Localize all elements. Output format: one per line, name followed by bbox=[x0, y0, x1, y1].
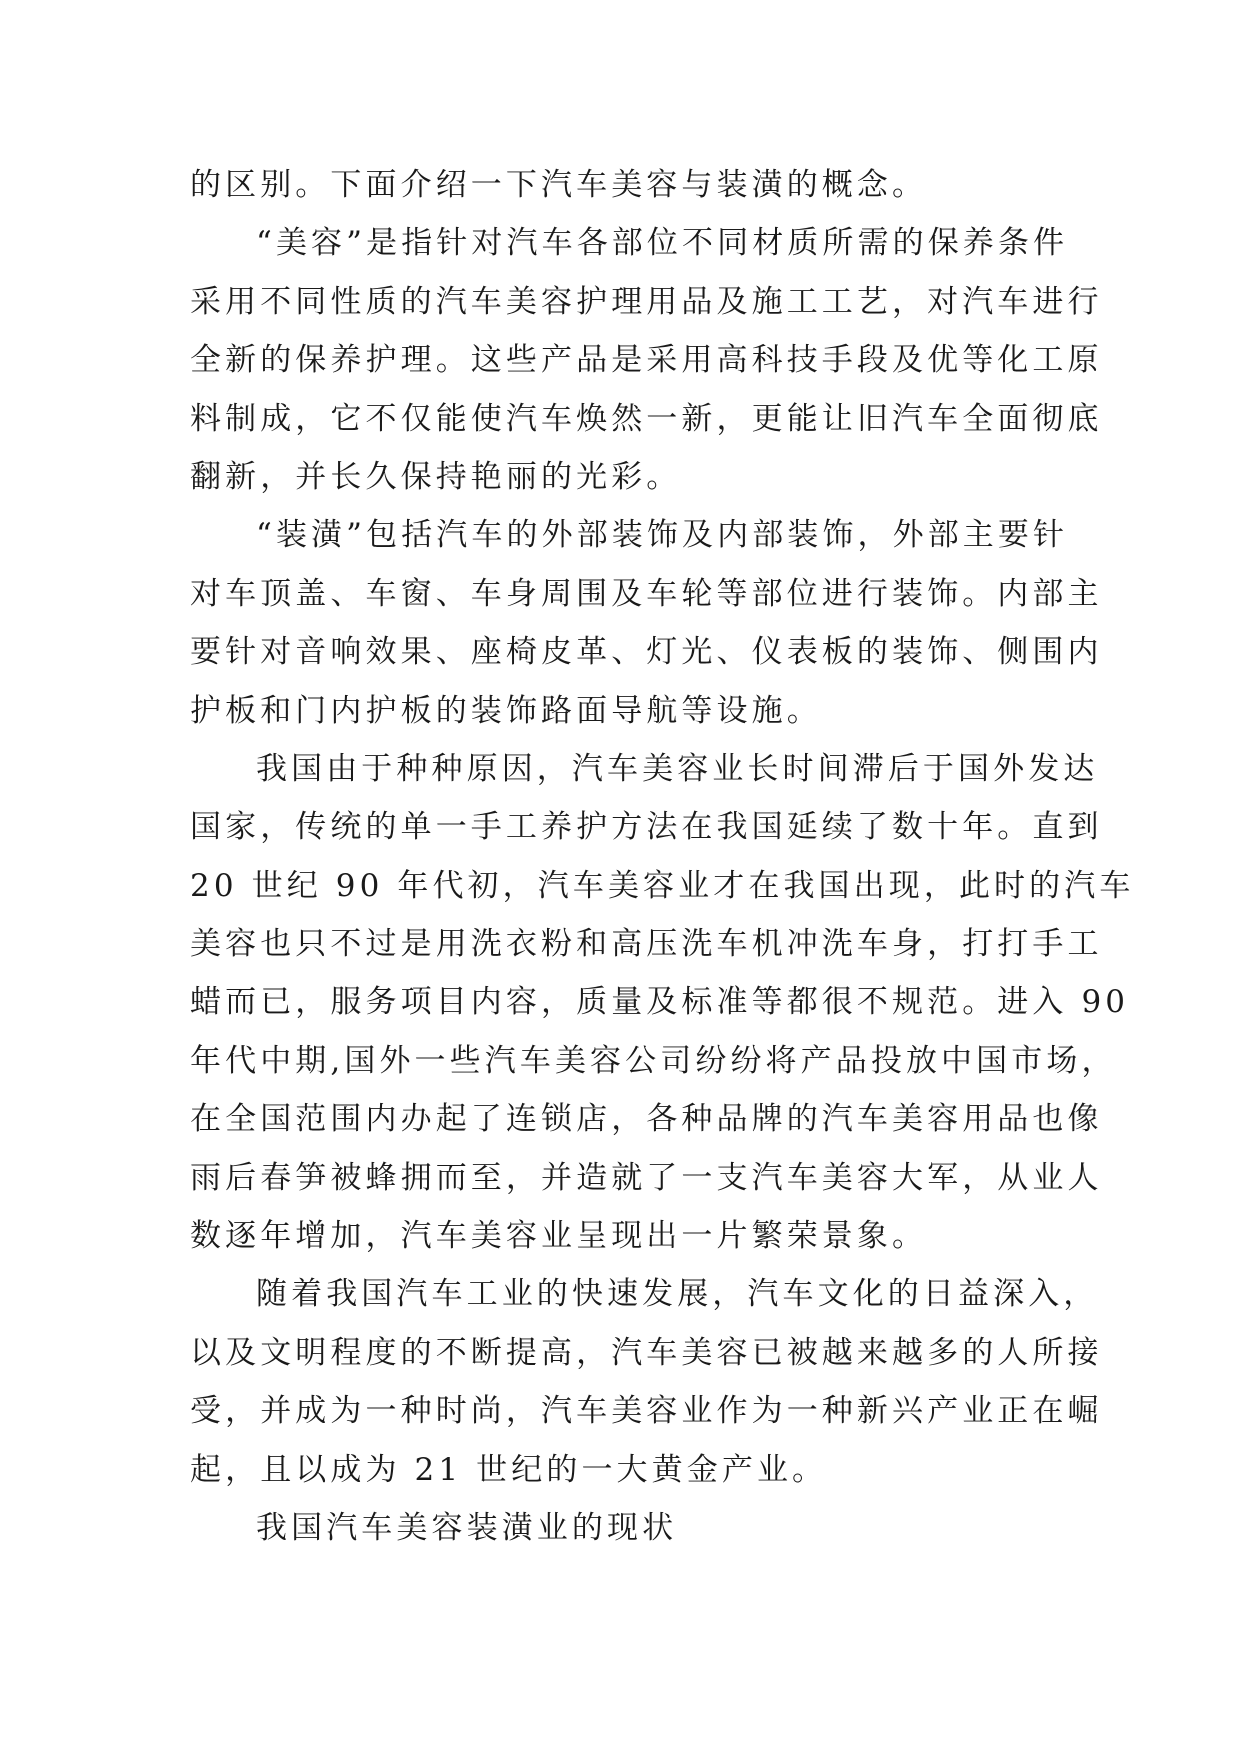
text-line: 数逐年增加，汽车美容业呈现出一片繁荣景象。 bbox=[190, 1218, 928, 1255]
text-line: 在全国范围内办起了连锁店，各种品牌的汽车美容用品也像 bbox=[190, 1101, 1103, 1138]
text-line: 受，并成为一种时尚，汽车美容业作为一种新兴产业正在崛 bbox=[190, 1393, 1103, 1430]
text-line: 起，且以成为 21 世纪的一大黄金产业。 bbox=[190, 1451, 828, 1488]
text-line: 年代中期,国外一些汽车美容公司纷纷将产品投放中国市场， bbox=[190, 1042, 1117, 1079]
text-line: 翻新，并长久保持艳丽的光彩。 bbox=[190, 458, 682, 495]
paragraph-start-line: 我国由于种种原因，汽车美容业长时间滞后于国外发达 bbox=[256, 750, 1099, 787]
text-line: 国家，传统的单一手工养护方法在我国延续了数十年。直到 bbox=[190, 809, 1103, 846]
text-line: 料制成，它不仅能使汽车焕然一新，更能让旧汽车全面彻底 bbox=[190, 400, 1103, 437]
text-line: 蜡而已，服务项目内容，质量及标准等都很不规范。进入 90 bbox=[190, 984, 1130, 1021]
paragraph-start-line: “装潢”包括汽车的外部装饰及内部装饰，外部主要针 bbox=[256, 517, 1069, 554]
text-line: 美容也只不过是用洗衣粉和高压洗车机冲洗车身，打打手工 bbox=[190, 926, 1103, 963]
text-line: 护板和门内护板的装饰路面导航等设施。 bbox=[190, 692, 822, 729]
text-line: 采用不同性质的汽车美容护理用品及施工工艺，对汽车进行 bbox=[190, 283, 1103, 320]
text-line: 对车顶盖、车窗、车身周围及车轮等部位进行装饰。内部主 bbox=[190, 575, 1103, 612]
text-line: 雨后春笋被蜂拥而至，并造就了一支汽车美容大军，从业人 bbox=[190, 1159, 1103, 1196]
text-line: 要针对音响效果、座椅皮革、灯光、仪表板的装饰、侧围内 bbox=[190, 634, 1103, 671]
paragraph-start-line: 随着我国汽车工业的快速发展，汽车文化的日益深入， bbox=[256, 1276, 1099, 1313]
text-line: 全新的保养护理。这些产品是采用高科技手段及优等化工原 bbox=[190, 342, 1103, 379]
section-heading: 我国汽车美容装潢业的现状 bbox=[256, 1509, 678, 1546]
text-line: 以及文明程度的不断提高，汽车美容已被越来越多的人所接 bbox=[190, 1334, 1103, 1371]
text-line: 的区别。下面介绍一下汽车美容与装潢的概念。 bbox=[190, 167, 928, 203]
text-line: 20 世纪 90 年代初，汽车美容业才在我国出现，此时的汽车 bbox=[190, 867, 1135, 904]
document-body bbox=[190, 156, 1135, 1557]
paragraph-start-line: “美容”是指针对汽车各部位不同材质所需的保养条件 bbox=[256, 225, 1069, 262]
